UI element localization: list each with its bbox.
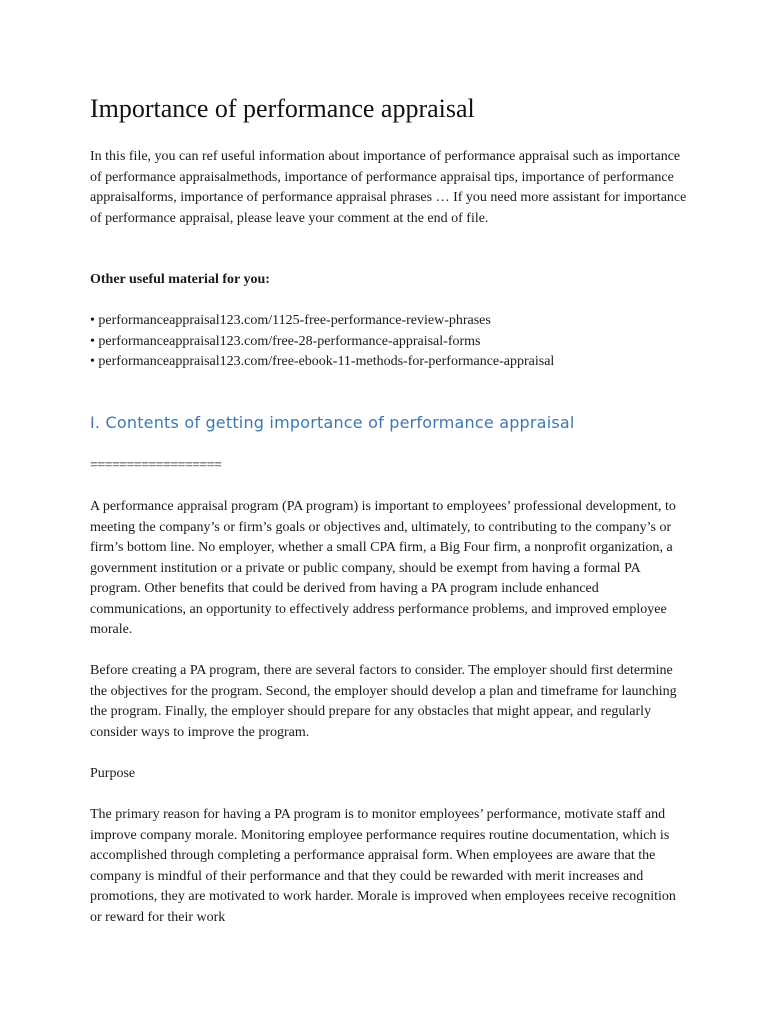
document-title: Importance of performance appraisal bbox=[90, 94, 475, 123]
purpose-subheading: Purpose bbox=[90, 766, 136, 781]
text-divider: ================== bbox=[90, 458, 222, 473]
material-link[interactable]: • performanceappraisal123.com/1125-free-performance-review-phrases bbox=[90, 313, 491, 328]
body-paragraph: A performance appraisal program (PA program) is important to employees’ professional development, to meeting the company’s or firm’s goals or objectives and, ultimately, to contributing to the company’s or firm’s bottom line. No employer, whether a small CPA firm, a Big Four firm, a nonprofit organization, a government institution or a private or public company, should be exempt from having a formal PA program. Other benefits that could be derived from having a PA program include enhanced communications, an opportunity to effectively address performance problems, and improved employee morale. bbox=[90, 499, 676, 637]
body-paragraph: The primary reason for having a PA program is to monitor employees’ performance, motivate staff and improve company morale. Monitoring employee performance requires routine documentation, which is accomplished through completing a performance appraisal form. When employees are aware that the company is mindful of their performance and that they could be rewarded with merit increases and promotions, they are motivated to work harder. Morale is improved when employees receive recognition or reward for their work bbox=[90, 807, 676, 925]
other-material-heading: Other useful material for you: bbox=[90, 272, 270, 287]
body-paragraph: Before creating a PA program, there are several factors to consider. The employer should first determine the objectives for the program. Second, the employer should develop a plan and timeframe for launching the program. Finally, the employer should prepare for any obstacles that might appear, and regularly consider ways to improve the program. bbox=[90, 663, 677, 740]
material-link-list bbox=[90, 311, 554, 373]
material-link[interactable]: • performanceappraisal123.com/free-28-performance-appraisal-forms bbox=[90, 333, 481, 349]
intro-paragraph: In this file, you can ref useful information about importance of performance appraisal such as importance of performance appraisalmethods, importance of performance appraisal tips, importance of performance appraisalforms, importance of performance appraisal phrases … If you need more assistant for importance of performance appraisal, please leave your comment at the end of file. bbox=[90, 149, 687, 226]
section-heading: I. Contents of getting importance of performance appraisal bbox=[90, 413, 575, 432]
material-link[interactable]: • performanceappraisal123.com/free-ebook-11-methods-for-performance-appraisal bbox=[90, 354, 555, 369]
